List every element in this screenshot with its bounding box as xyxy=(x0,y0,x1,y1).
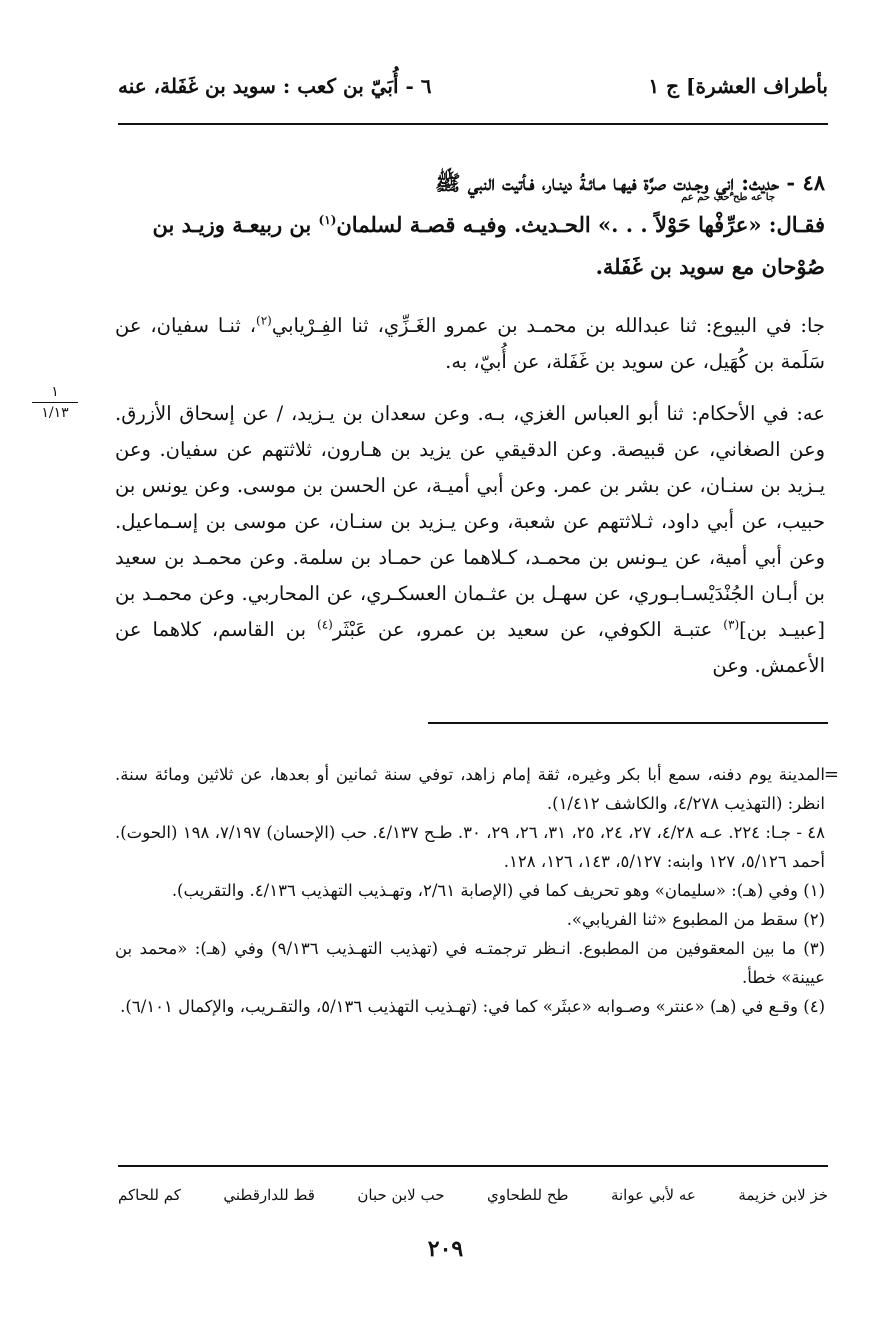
siglum-2: عه لأبي عوانة xyxy=(610,1186,696,1204)
note-ref-4: (٤) xyxy=(317,617,333,632)
hadith-line2 xyxy=(115,192,825,246)
source-symbols: جا عه طح حب حم عم xyxy=(681,192,775,203)
ja-paragraph xyxy=(115,308,825,380)
running-header xyxy=(118,74,828,110)
page-number: ٢٠٩ xyxy=(427,1236,464,1262)
margin-bottom: ١/١٣ xyxy=(41,405,69,421)
ja-text: جا: في البيوع: ثنا عبدالله بن محمـد بن عمرو الغَـزِّي، ثنا الفِـرْيابي xyxy=(271,314,825,337)
note-ref-2: (٢) xyxy=(256,313,272,328)
ah-paragraph xyxy=(115,396,825,684)
ah-text-rest: بن القاسم، كلاهما عن الأعمش. وعن xyxy=(115,618,825,677)
hadith-text-line2-rest: بن ربيعـة وزيـد بن xyxy=(152,212,319,237)
continuation-marker: = xyxy=(823,764,839,785)
sigla-legend xyxy=(118,1186,828,1204)
footnote-2: (٢) سقط من المطبوع «ثنا الفريابي». xyxy=(566,910,825,929)
siglum-4: حب لابن حبان xyxy=(357,1186,445,1204)
hadith-text-line2: فقـال: «عرِّفْها حَوْلاً . . .» الحـديث. وفيـه قصـة لسلمان xyxy=(336,212,825,237)
note-ref-1: (١) xyxy=(318,213,337,227)
footnotes xyxy=(115,760,825,1021)
ja-text-rest: ، ثنـا سفيان، عن سَلَمة بن كُهَيل، عن سويد بن غَفَلة، عن أُبيّ، به. xyxy=(115,314,825,373)
hadith-block xyxy=(115,162,825,288)
margin-divider xyxy=(32,402,78,403)
note-ref-3: (٣) xyxy=(723,617,740,632)
siglum-6: كم للحاكم xyxy=(118,1186,181,1204)
footnote-refs: ٤٨ - جـا: ٢٢٤. عـه ٤/٢٨، ٢٧، ٢٤، ٢٥، ٣١، ٢٦، ٢٩، ٣٠. طـح ٤/١٣٧. حب (الإحسان) ٧/١٩٧، ١٩٨ (الحوت). أحمد ٥/١٢٦، ١٢٧ وابنه: ٥/١٢٧، ١٤٣، ١٢٦، ١٢٨. xyxy=(115,823,825,871)
margin-top: ١ xyxy=(51,384,59,400)
hadith-text-line1: إني وجـدت صرَّة فيهـا مـائـةُ دينـار، فـأتيت النبي ﷺ xyxy=(435,170,734,195)
siglum-1: خز لابن خزيمة xyxy=(738,1186,828,1204)
header-book-title: بأطراف العشرة] ج ١ xyxy=(648,74,828,98)
header-section-title: ٦ - أُبَيّ بن كعب : سويد بن غَفَلة، عنه xyxy=(118,74,432,98)
hadith-line3: صُوْحان مع سويد بن غَفَلة. xyxy=(595,254,825,279)
ah-text: عه: في الأحكام: ثنا أبو العباس الغزي، بـه. وعن سعدان بن يـزيد، / عن إسحاق الأزرق. وعن الصغاني، عن قبيصة. وعن الدقيقي عن يزيد بن هـارون، ثلاثتهم عن سفيان. وعن يـزيد بن سنـان، عن بشر بن عمر. وعن أبي أميـة، عن الحسن بن موسى. وعن يونس بن حبيب، عن أبي داود، ثـلاثتهم عن شعبة، وعن يـزيد بن سنـان، عن موسى بن إسـماعيل. وعن أبي أمية، عن يـونس بن محمـد، كـلاهما عن حمـاد بن سلمة. وعن محمـد بن سعيد بن أبـان الجُنْدَيْسـابـوري، عن سهـل بن عثـمان العسكـري، عن المحاربي. وعن محمـد بن [عبيـد بن] xyxy=(115,402,825,641)
margin-volume-ref xyxy=(32,384,78,421)
hadith-number: ٤٨ - حديث: xyxy=(741,170,825,195)
footnote-1: (١) وفي (هـ): «سليمان» وهو تحريف كما في (الإصابة ٢/٦١، وتهـذيب التهذيب ٤/١٣٦. والتقريب). xyxy=(171,881,825,900)
sigla-rule xyxy=(118,1165,828,1167)
footnote-continued: المدينة يوم دفنه، سمع أبا بكر وغيره، ثقة إمام زاهد، توفي سنة ثمانين أو بعدها، عن ثلاثين ومائة سنة. انظر: (التهذيب ٤/٢٧٨، والكاشف ١/٤١٢). xyxy=(115,765,825,813)
siglum-3: طح للطحاوي xyxy=(486,1186,569,1204)
footnote-3: (٣) ما بين المعقوفين من المطبوع. انـظر ترجمتـه في (تهذيب التهـذيب ٩/١٣٦) وفي (هـ): «محمد بن عيينة» خطأ. xyxy=(115,939,825,987)
header-rule xyxy=(118,123,828,125)
footnote-4: (٤) وقـع في (هـ) «عنتر» وصـوابه «عبثَر» كما في: (تهـذيب التهذيب ٥/١٣٦، والتقـريب، والإكمال ٦/١٠١). xyxy=(120,997,825,1016)
footnote-rule xyxy=(428,722,828,724)
siglum-5: قط للدارقطني xyxy=(223,1186,315,1204)
ah-text-mid: عتبـة الكوفي، عن سعيد بن عمرو، عن عَبْثَر xyxy=(332,618,724,641)
